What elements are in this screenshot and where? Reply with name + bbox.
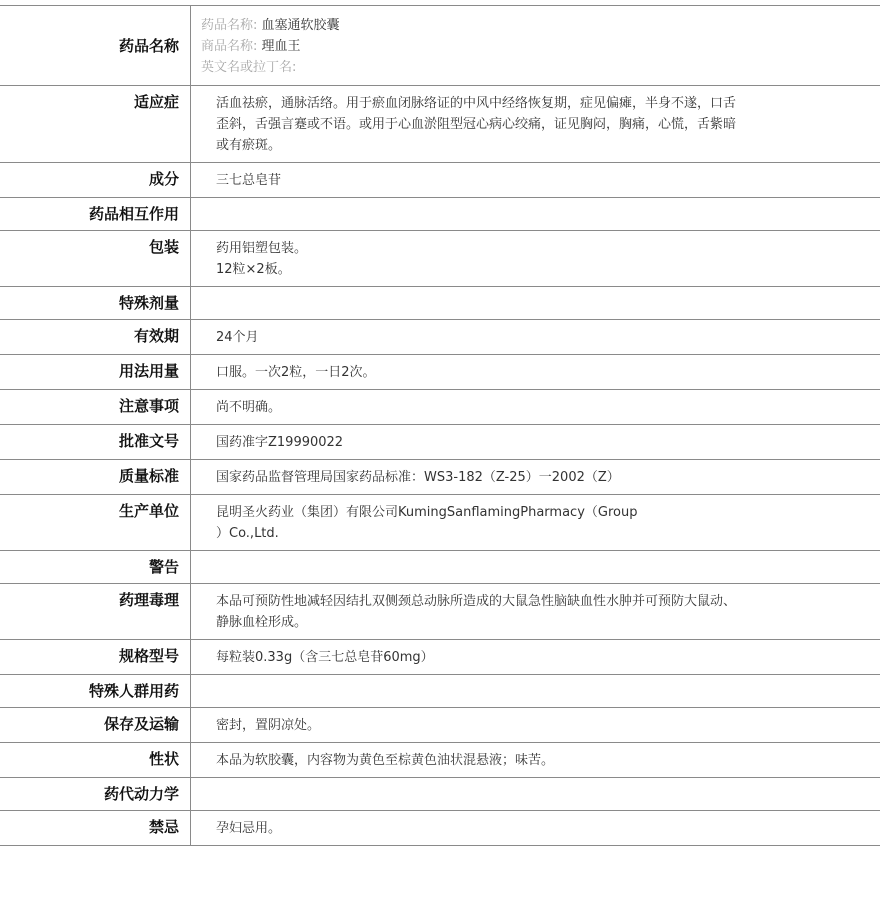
row-label: 性状 <box>148 750 179 768</box>
latin-name-line <box>201 57 790 78</box>
row-value <box>191 743 880 777</box>
row-label: 特殊剂量 <box>118 294 179 312</box>
table-row <box>0 287 880 320</box>
row-label: 有效期 <box>133 327 179 345</box>
row-value <box>191 811 880 845</box>
value-line: 尚不明确。 <box>216 400 282 415</box>
row-label: 药品相互作用 <box>88 205 179 223</box>
row-value <box>191 231 880 286</box>
row-value <box>191 86 880 162</box>
trade-name-value: 理血王 <box>261 39 301 54</box>
table-row <box>0 743 880 778</box>
row-value <box>191 425 880 459</box>
table-row <box>0 495 880 551</box>
row-drug-name <box>0 6 880 86</box>
table-row <box>0 675 880 708</box>
table-row <box>0 163 880 198</box>
trade-name-key: 商品名称: <box>201 39 258 54</box>
table-row <box>0 640 880 675</box>
row-label: 包装 <box>148 238 179 256</box>
value-line: 孕妇忌用。 <box>216 821 282 836</box>
row-value <box>191 708 880 742</box>
value-line: 歪斜，舌强言蹇或不语。或用于心血淤阻型冠心病心绞痛，证见胸闷，胸痛，心慌，舌紫暗 <box>216 117 737 132</box>
value-line: 国家药品监督管理局国家药品标准：WS3-182（Z-25）一2002（Z） <box>216 470 620 485</box>
row-label: 保存及运输 <box>103 715 179 733</box>
row-label: 药品名称 <box>118 36 179 55</box>
row-label: 药代动力学 <box>103 785 179 803</box>
value-line: 本品为软胶囊，内容物为黄色至棕黄色油状混悬液；味苦。 <box>216 753 555 768</box>
drug-info-table <box>0 5 880 846</box>
info-rows <box>0 86 880 846</box>
value-line: 昆明圣火药业（集团）有限公司KumingSanflamingPharmacy（Group <box>216 505 638 520</box>
row-label: 药理毒理 <box>118 591 179 609</box>
table-row <box>0 551 880 584</box>
row-label: 注意事项 <box>118 397 179 415</box>
row-label: 适应症 <box>133 93 179 111</box>
table-row <box>0 584 880 640</box>
value-line: 药用铝塑包装。 <box>216 241 308 256</box>
drug-name-line <box>201 15 790 36</box>
table-row <box>0 778 880 811</box>
value-line: ）Co.,Ltd. <box>216 526 279 541</box>
value-line: 密封，置阴凉处。 <box>216 718 321 733</box>
row-value <box>191 320 880 354</box>
row-label: 警告 <box>148 558 179 576</box>
drug-name-value: 血塞通软胶囊 <box>261 18 340 33</box>
value-line: 活血祛瘀，通脉活络。用于瘀血闭脉络证的中风中经络恢复期，症见偏瘫，半身不遂，口舌 <box>216 96 737 111</box>
table-row <box>0 708 880 743</box>
value-line: 24个月 <box>216 330 259 345</box>
trade-name-line <box>201 36 790 57</box>
value-line: 静脉血栓形成。 <box>216 615 308 630</box>
value-line: 或有瘀斑。 <box>216 138 282 153</box>
row-label: 规格型号 <box>118 647 179 665</box>
row-value <box>191 551 880 583</box>
row-value <box>191 460 880 494</box>
value-line: 本品可预防性地减轻因结扎双侧颈总动脉所造成的大鼠急性脑缺血性水肿并可预防大鼠动、 <box>216 594 737 609</box>
table-row <box>0 86 880 163</box>
row-value <box>191 6 880 85</box>
latin-name-key: 英文名或拉丁名: <box>201 60 297 75</box>
row-label: 禁忌 <box>148 818 179 836</box>
row-label: 质量标准 <box>118 467 179 485</box>
table-row <box>0 811 880 846</box>
table-row <box>0 355 880 390</box>
row-label: 用法用量 <box>118 362 179 380</box>
row-value <box>191 355 880 389</box>
row-value <box>191 390 880 424</box>
table-row <box>0 460 880 495</box>
value-line: 国药准字Z19990022 <box>216 435 344 450</box>
row-value <box>191 640 880 674</box>
table-row <box>0 231 880 287</box>
table-row <box>0 390 880 425</box>
row-value <box>191 778 880 810</box>
row-value <box>191 287 880 319</box>
row-value <box>191 495 880 550</box>
row-value <box>191 198 880 230</box>
row-label: 批准文号 <box>118 432 179 450</box>
value-line: 三七总皂苷 <box>216 173 282 188</box>
row-label: 生产单位 <box>118 502 179 520</box>
drug-name-key: 药品名称: <box>201 18 258 33</box>
value-line: 口服。一次2粒，一日2次。 <box>216 365 376 380</box>
row-value <box>191 163 880 197</box>
row-label: 成分 <box>148 170 179 188</box>
table-row <box>0 320 880 355</box>
value-line: 12粒×2板。 <box>216 262 291 277</box>
table-row <box>0 198 880 231</box>
row-value <box>191 675 880 707</box>
table-row <box>0 425 880 460</box>
row-value <box>191 584 880 639</box>
row-label: 特殊人群用药 <box>88 682 179 700</box>
value-line: 每粒装0.33g（含三七总皂苷60mg） <box>216 650 434 665</box>
